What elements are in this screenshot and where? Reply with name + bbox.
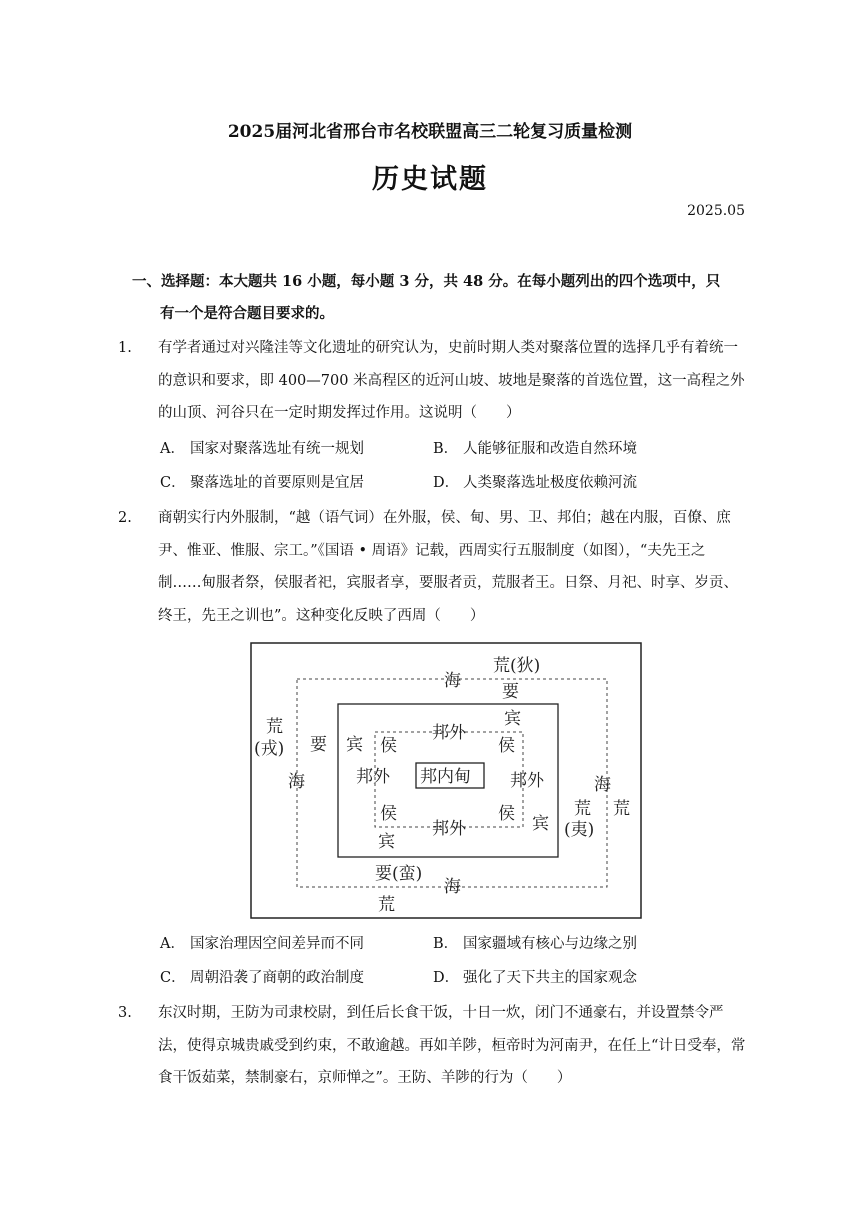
label-yao: 要	[502, 682, 519, 702]
option-label: B．	[433, 441, 459, 457]
question-3	[118, 997, 748, 1095]
question-number: 1.	[118, 340, 132, 356]
label-yi: (夷)	[564, 820, 595, 840]
question-stem	[118, 502, 748, 632]
label-hou: 侯	[498, 736, 515, 756]
label-bangwai: 邦外	[432, 819, 466, 839]
option-text: 聚落选址的首要原则是宜居	[190, 475, 364, 491]
label-center: 邦内甸	[420, 767, 471, 787]
label-hai: 海	[444, 671, 461, 691]
label-huang: 荒	[613, 799, 630, 819]
option-text: 强化了天下共主的国家观念	[463, 970, 637, 986]
option-label: B．	[433, 936, 459, 952]
exam-header-title: 2025届河北省邢台市名校联盟高三二轮复习质量检测	[227, 122, 633, 142]
question-1	[118, 332, 748, 430]
section-heading-line1: 一、选择题：本大题共 16 小题，每小题 3 分，共 48 分。在每小题列出的四个选项中，只	[132, 273, 721, 290]
question-text: 商朝实行内外服制，“越（语气词）在外服，侯、甸、男、卫、邦伯；越在内服，百僚、庶尹、惟亚、惟服、宗工。”《国语 • 周语》记载，西周实行五服制度（如图），“夫先王之制……甸服者祭，侯服者祀，宾服者享，要服者贡，荒服者王。日祭、月祀、时享、岁贡、终王，先王之训也”。这种变化反映了西周（ ）	[158, 510, 738, 624]
option-2a[interactable]	[160, 932, 364, 953]
question-stem	[118, 332, 748, 430]
label-hai: 海	[288, 772, 305, 792]
option-label: A．	[160, 936, 185, 952]
option-text: 人能够征服和改造自然环境	[463, 441, 637, 457]
question-2	[118, 502, 748, 632]
option-1c[interactable]	[160, 471, 364, 492]
label-bangwai: 邦外	[432, 723, 466, 743]
label-bin: 宾	[378, 832, 395, 852]
label-hai: 海	[594, 775, 611, 795]
option-1b[interactable]	[433, 437, 637, 458]
option-text: 人类聚落选址极度依赖河流	[463, 475, 637, 491]
label-yao-man: 要(蛮)	[375, 864, 423, 884]
label-huang: 荒	[378, 895, 395, 915]
section-heading	[132, 266, 752, 330]
option-label: A．	[160, 441, 185, 457]
option-label: D．	[433, 475, 460, 491]
label-hai: 海	[444, 877, 461, 897]
option-1a[interactable]	[160, 437, 364, 458]
wufu-diagram	[250, 642, 642, 919]
option-label: C．	[160, 970, 186, 986]
label-bangwai: 邦外	[510, 771, 544, 791]
question-text: 有学者通过对兴隆洼等文化遗址的研究认为，史前时期人类对聚落位置的选择几乎有着统一的意识和要求，即 400—700 米高程区的近河山坡、坡地是聚落的首选位置，这一高程之外的山顶、河谷只在一定时期发挥过作用。这说明（ ）	[158, 340, 745, 421]
option-1d[interactable]	[433, 471, 637, 492]
option-text: 国家疆域有核心与边缘之别	[463, 936, 637, 952]
label-hou: 侯	[498, 804, 515, 824]
label-rong: (戎)	[254, 739, 285, 759]
label-bin: 宾	[346, 735, 363, 755]
label-bangwai: 邦外	[356, 767, 390, 787]
option-text: 国家对聚落选址有统一规划	[190, 441, 364, 457]
label-yao: 要	[310, 735, 327, 755]
label-bin: 宾	[504, 709, 521, 729]
label-huang-yi: 荒	[574, 799, 591, 819]
question-stem	[118, 997, 748, 1095]
label-bin: 宾	[532, 814, 549, 834]
exam-date: 2025.05	[687, 203, 745, 219]
option-text: 国家治理因空间差异而不同	[190, 936, 364, 952]
subject-title: 历史试题	[372, 164, 488, 195]
label-hou: 侯	[380, 736, 397, 756]
question-number: 3.	[118, 1005, 132, 1021]
question-text: 东汉时期，王防为司隶校尉，到任后长食干饭，十日一炊，闭门不通豪右，并设置禁令严法，使得京城贵戚受到约束，不敢逾越。再如羊陟，桓帝时为河南尹，在任上“计日受奉，常食干饭茹菜，禁制豪右，京师惮之”。王防、羊陟的行为（ ）	[158, 1005, 746, 1086]
option-label: D．	[433, 970, 460, 986]
option-text: 周朝沿袭了商朝的政治制度	[190, 970, 364, 986]
label-hou: 侯	[380, 804, 397, 824]
option-2c[interactable]	[160, 966, 364, 987]
section-heading-line2: 有一个是符合题目要求的。	[160, 305, 334, 322]
question-number: 2.	[118, 510, 132, 526]
option-2d[interactable]	[433, 966, 637, 987]
label-huang-di: 荒(狄)	[493, 656, 541, 676]
option-label: C．	[160, 475, 186, 491]
label-huang-rong: 荒	[266, 717, 283, 737]
option-2b[interactable]	[433, 932, 637, 953]
